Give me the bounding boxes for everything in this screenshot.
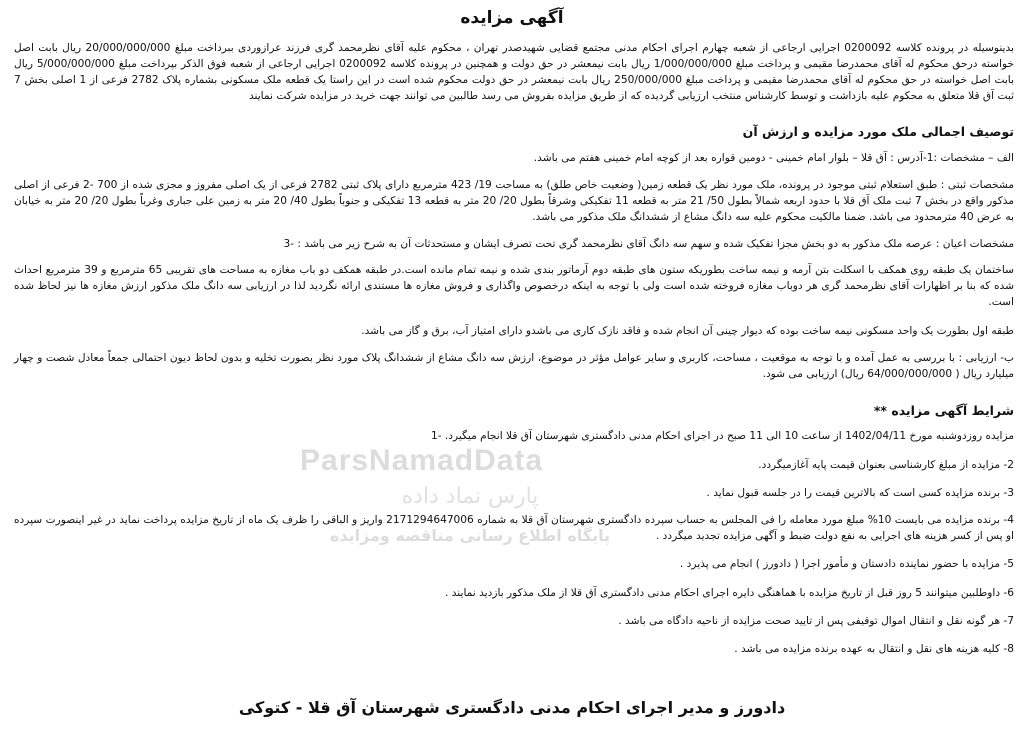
- description-heading: توصیف اجمالی ملک مورد مزایده و ارزش آن: [742, 124, 1014, 139]
- registry-spec: مشخصات ثبتی : طبق استعلام ثبتی موجود در پرونده، ملک مورد نظر یک قطعه زمین( وضعیت خاص طلق) به مساحت 19/ 423 مترمربع دارای پلاک ثبتی 2782 فرعی از یک اصلی مفروز و مجزی شده از 700 -2 فرعی از اصلی مذکور واقع در بخش 7 ثبت ملک آق قلا با حدود اربعه شمالاً بطول 50/ 21 متر به قطعه 11 تفکیکی وشرقاً بطول 20/ 20 متر به قطعه 13 تفکیکی و جنوباً بطول 40/ 20 متر به زمین علی جباری وغرباً بطول 20/ 20 متر به خیابان به عرض 40 مترمحدود می باشد. ضمنا مالکیت محکوم علیه سه دانگ مشاع از ششدانگ ملک مذکور می باشد.: [14, 179, 1014, 223]
- intro-paragraph: بدینوسیله در پرونده کلاسه 0200092 اجرایی ارجاعی از شعبه چهارم اجرای احکام مدنی مجتمع قضایی شهیدصدر تهران ، محکوم علیه آقای نظرمحمد گری فرزند عرازوردی ببرداخت مبلغ 20/000/000/000 ریال بابت اصل خواسته درحق محکوم له آقای محمدرضا مقیمی و پرداخت مبلغ 1/000/000/000 ریال بابت نیمعشر در حق دولت و همچنین در پرونده کلاسه 0200092 اجرایی ارجاعی از شعبه فوق الذکر بپرداخت مبلغ 5/000/000/000 ریال بابت اصل خواسته در حق محکوم له آقای محمدرضا مقیمی و پرداخت مبلغ 250/000/000 ریال بابت نیمعشر در حق دولت محکوم شده است در این راستا یک قطعه ملک مسکونی بشماره پلاک 2782 فرعی از 1 اصلی بخش 7 ثبت آق قلا متعلق به محکوم علیه بازداشت و توسط کارشناس منتخب ارزیابی گردیده که از طریق مزایده بفروش می رسد طالبین می توانند جهت خرید در مزایده شرکت نمایند: [14, 42, 1014, 102]
- condition-item: 3- برنده مزایده کسی است که بالاترین قیمت را در جلسه قبول نماید .: [706, 487, 1014, 499]
- condition-item: 2- مزایده از مبلغ کارشناسی بعنوان قیمت پایه آغازمیگردد.: [758, 459, 1014, 471]
- condition-item: 6- داوطلبین میتوانند 5 روز قبل از تاریخ مزایده با هماهنگی دایره اجرای احکام مدنی دادگستری آق قلا از ملک مذکور بازدید نمایند .: [445, 587, 1014, 599]
- condition-item: 8- کلیه هزینه های نقل و انتقال به عهده برنده مزایده می باشد .: [734, 643, 1014, 655]
- watermark-script: پارس نماد داده: [401, 484, 539, 509]
- watermark-brand: ParsNamadData: [300, 444, 544, 477]
- watermark-tagline: پایگاه اطلاع رسانی مناقصه ومزایده: [329, 526, 611, 545]
- condition-item: 5- مزایده با حضور نماینده دادستان و مأمور اجرا ( دادورز ) انجام می پذیرد .: [679, 558, 1014, 570]
- condition-item: مزایده روزدوشنبه مورخ 1402/04/11 از ساعت 10 الی 11 صبح در اجرای احکام مدنی دادگستری شهرستان آق قلا انجام میگیرد. -1: [430, 430, 1014, 442]
- condition-item: 4- برنده مزایده می بایست 10% مبلغ مورد معامله را فی المجلس به حساب سپرده دادگستری شهرستان آق قلا به شماره 2171294647006 واریز و الباقی را ظرف یک ماه از تاریخ مزایده پرداخت نماید در غیر اینصورت سپرده او پس از کسر هزینه های اجرایی به نفع دولت ضبط و آگهی مزایده تجدید میگردد .: [14, 514, 1014, 542]
- valuation-paragraph: ب- ارزیابی : با بررسی به عمل آمده و با توجه به موقعیت ، مساحت، کاربری و سایر عوامل مؤثر در موضوع، ارزش سه دانگ مشاع از ششدانگ پلاک مورد نظر بصورت تخلیه و بدون لحاظ دیون احتمالی جمعاً معادل شصت و چهار میلیارد ریال ( 64/000/000/000 ریال) ارزیابی می شود.: [14, 352, 1014, 380]
- first-floor-description: طبقه اول بطورت یک واحد مسکونی نیمه ساخت بوده که دیوار چینی آن انجام شده و فاقد نازک کاری می باشدو دارای امتیاز آب، برق و گاز می باشد.: [361, 325, 1014, 337]
- address-spec: الف – مشخصات :1-آدرس : آق قلا – بلوار امام خمینی - دومین قواره بعد از کوچه امام خمینی هفتم می باشد.: [533, 152, 1014, 164]
- condition-item: 7- هر گونه نقل و انتقال اموال توقیفی پس از تایید صحت مزایده از ناحیه دادگاه می باشد .: [618, 615, 1014, 627]
- building-description: ساختمان یک طبقه روی همکف با اسکلت بتن آرمه و نیمه ساخت بطوریکه ستون های طبقه دوم آرماتور بندی شده و نیمه تمام مانده است.در طبقه همکف دو باب مغازه به مساحت های تقریبی 65 مترمربع و 39 مترمربع احداث شده که بنا بر اظهارات آقای نظرمحمد گری هر دوباب مغازه فروخته شده است ولی با توجه به اینکه درخصوص واگذاری و فروش مغازه ها مستندی ارائه نگردید لذا در ارزیابی سه دانگ ملک مذکور ارزش مغازه ها نیز لحاظ شده است.: [14, 264, 1015, 308]
- signature-line: دادورز و مدیر اجرای احکام مدنی دادگستری شهرستان آق قلا - کتوکی: [238, 698, 786, 717]
- notice-title: آگهی مزایده: [460, 8, 564, 28]
- structure-spec: مشخصات اعیان : عرصه ملک مذکور به دو بخش مجزا تفکیک شده و سهم سه دانگ آقای نظرمحمد گری تحت تصرف ایشان و مستحدثات آن به شرح زیر می باشد : -3: [283, 238, 1014, 250]
- conditions-heading: شرایط آگهی مزایده **: [873, 403, 1014, 418]
